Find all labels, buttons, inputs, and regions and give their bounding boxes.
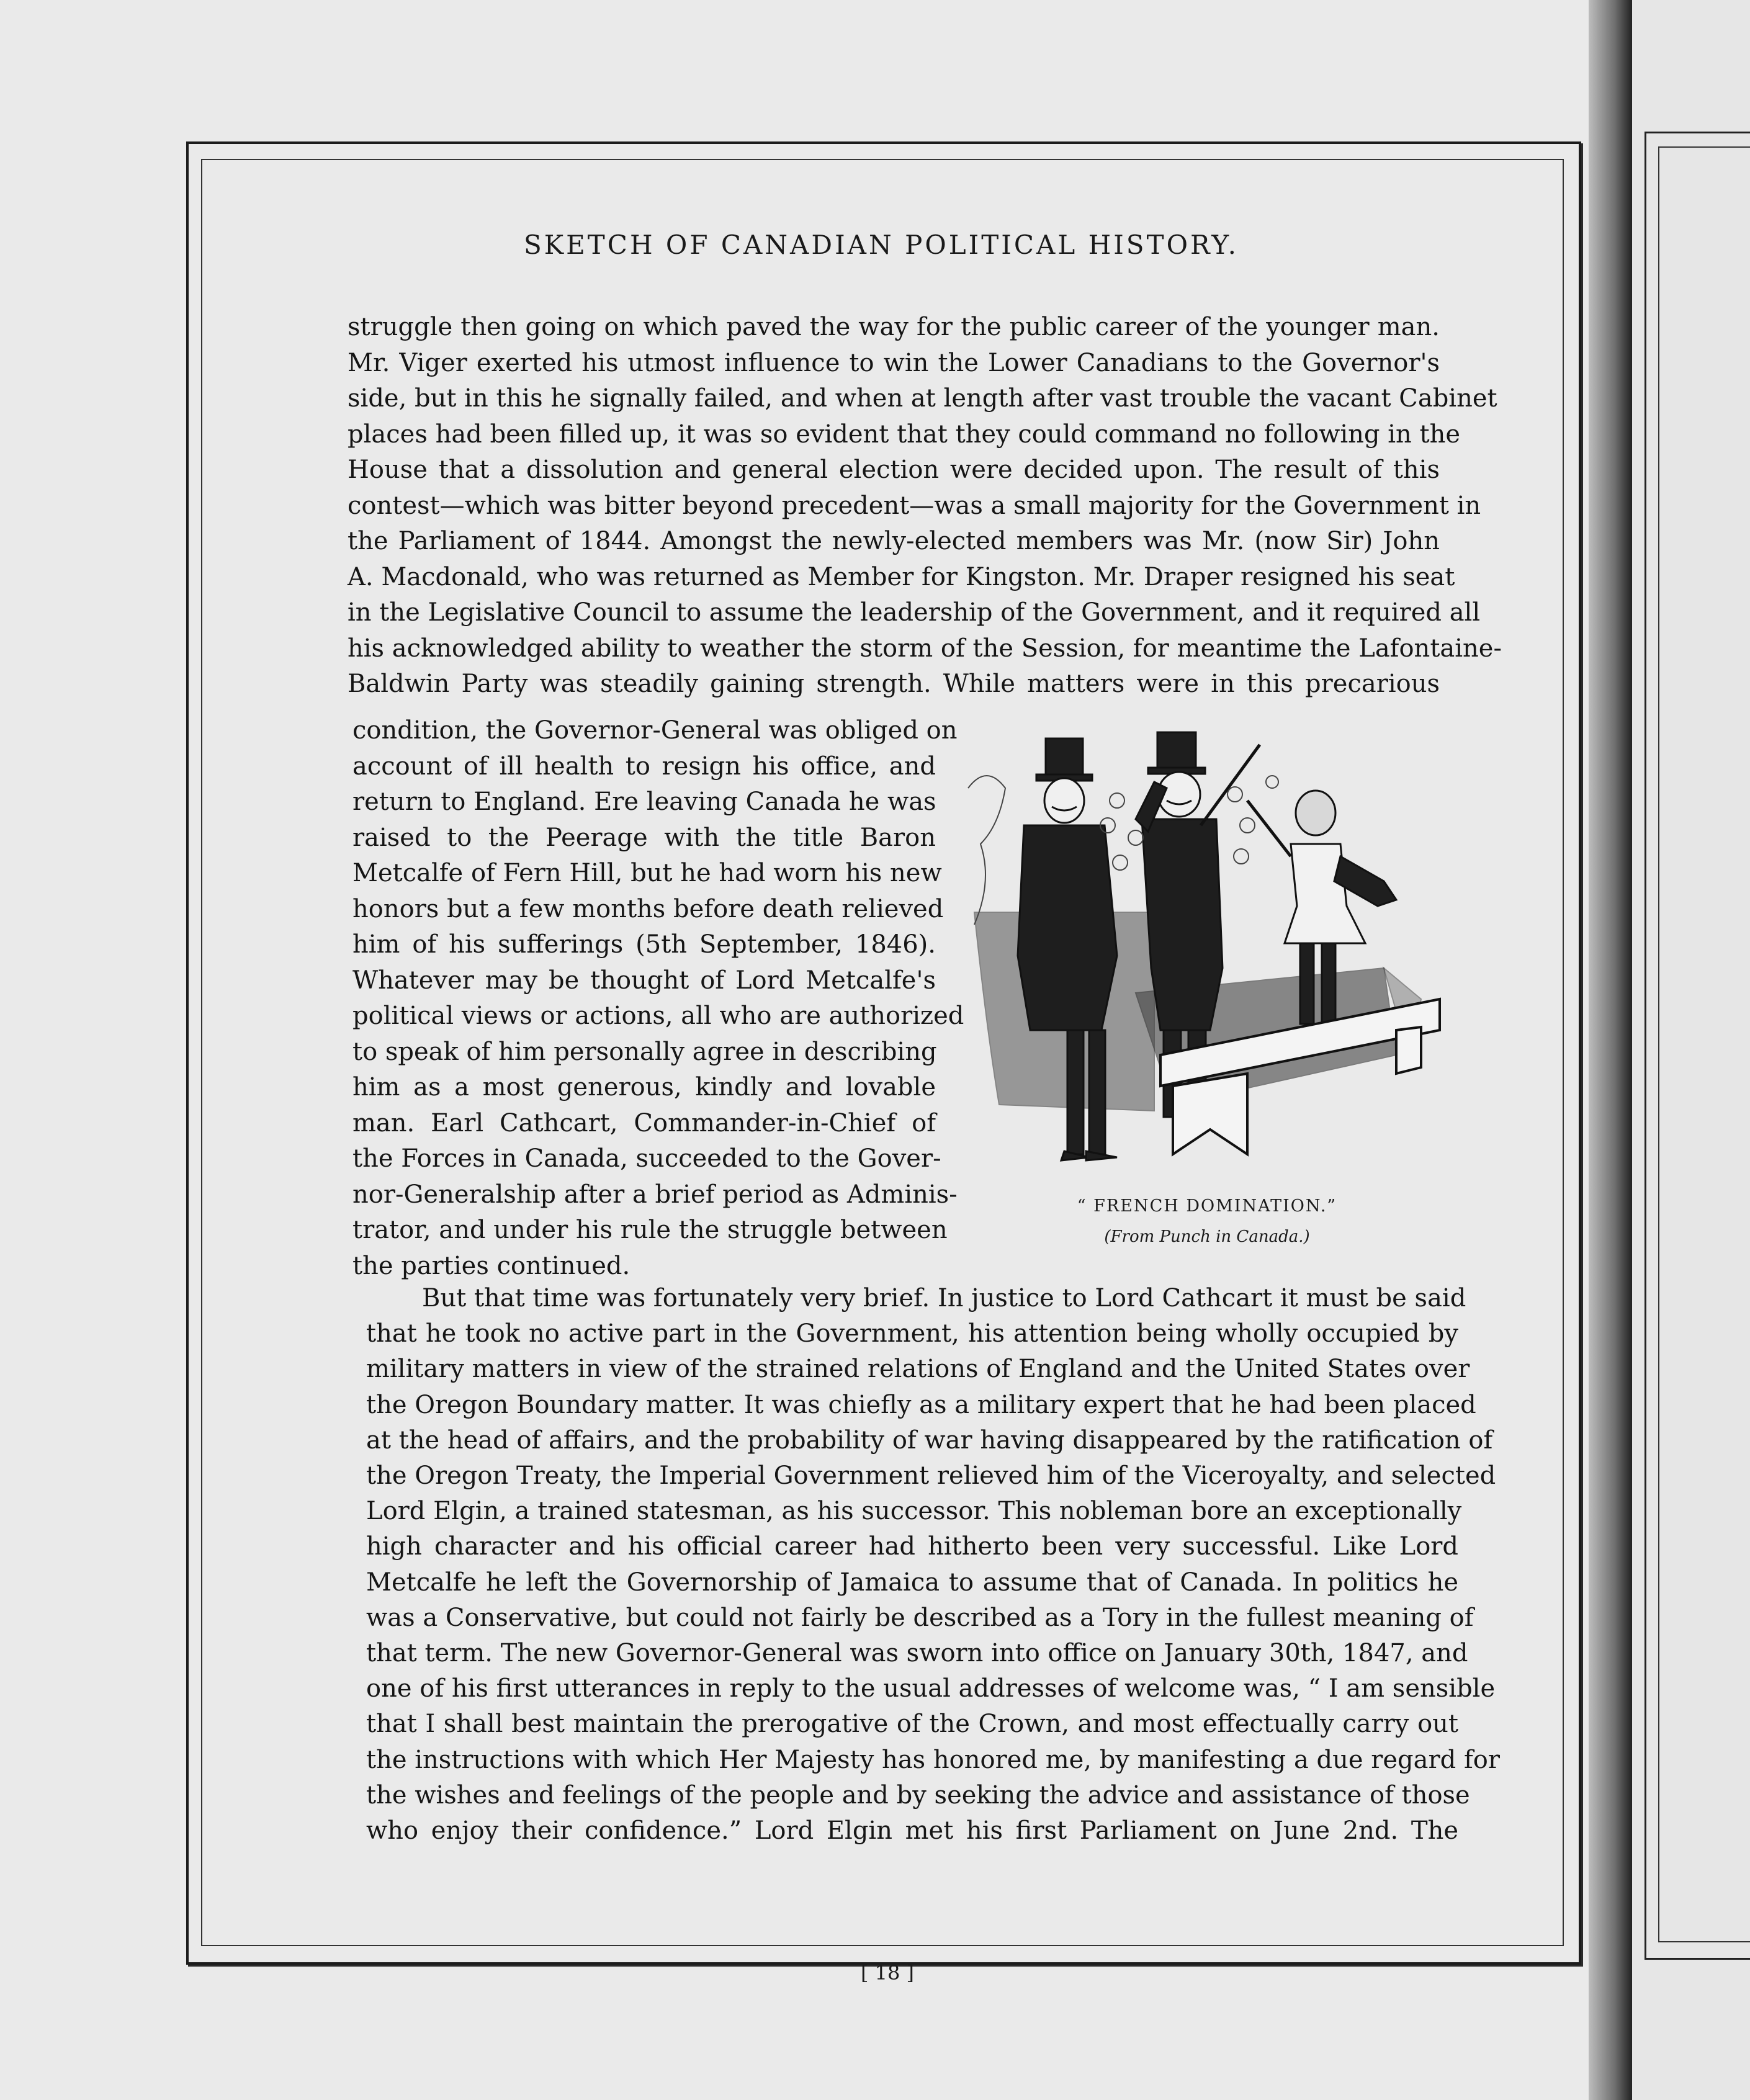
text-line: his acknowledged ability to weather the storm of the Session, for meantime the Lafontaine- bbox=[348, 634, 1502, 663]
text-line: military matters in view of the strained relations of England and the United States over bbox=[366, 1355, 1470, 1384]
text-line: the wishes and feelings of the people and by seeking the advice and assistance of those bbox=[366, 1780, 1470, 1810]
text-line: Whatever may be thought of Lord Metcalfe's bbox=[352, 966, 936, 995]
running-head: SKETCH OF CANADIAN POLITICAL HISTORY. bbox=[523, 230, 1239, 260]
text-line: that I shall best maintain the prerogative of the Crown, and most effectually carry out bbox=[366, 1710, 1458, 1739]
text-line: the Forces in Canada, succeeded to the Gover- bbox=[352, 1144, 941, 1173]
text-line: return to England. Ere leaving Canada he was bbox=[352, 787, 936, 816]
text-line: side, but in this he signally failed, and when at length after vast trouble the vacant Cabinet bbox=[348, 384, 1497, 413]
text-line: high character and his official career had hitherto been very successful. Like Lord bbox=[366, 1532, 1458, 1561]
figure-caption: “ FRENCH DOMINATION.” bbox=[1077, 1196, 1337, 1216]
text-line: honors but a few months before death relieved bbox=[352, 894, 944, 923]
text-line: contest—which was bitter beyond precedent—was a small majority for the Government in bbox=[348, 491, 1481, 520]
text-line: A. Macdonald, who was returned as Member for Kingston. Mr. Draper resigned his seat bbox=[348, 562, 1455, 591]
facing-page-fragment bbox=[1632, 0, 1750, 2100]
text-line: nor-Generalship after a brief period as Adminis- bbox=[352, 1180, 958, 1209]
text-line: places had been filled up, it was so evident that they could command no following in the bbox=[348, 420, 1461, 449]
text-line: was a Conservative, but could not fairly be described as a Tory in the fullest meaning of bbox=[366, 1603, 1474, 1632]
text-line: condition, the Governor-General was obliged on bbox=[352, 716, 958, 745]
text-line: account of ill health to resign his office, and bbox=[352, 752, 936, 781]
cartoon-illustration bbox=[949, 707, 1465, 1179]
text-line: Metcalfe he left the Governorship of Jamaica to assume that of Canada. In politics he bbox=[366, 1568, 1458, 1597]
text-line: to speak of him personally agree in describing bbox=[352, 1037, 937, 1066]
background-sketch bbox=[968, 776, 1278, 925]
text-line: man. Earl Cathcart, Commander-in-Chief of bbox=[352, 1108, 936, 1138]
text-line: Baldwin Party was steadily gaining strength. While matters were in this precarious bbox=[348, 670, 1440, 698]
text-line: the parties continued. bbox=[352, 1251, 630, 1280]
text-line: trator, and under his rule the struggle between bbox=[352, 1216, 948, 1244]
text-line: who enjoy their confidence.” Lord Elgin met his first Parliament on June 2nd. The bbox=[366, 1816, 1458, 1845]
facing-page-border-inner bbox=[1658, 146, 1750, 1942]
text-line: raised to the Peerage with the title Baron bbox=[352, 823, 936, 852]
text-line: the Parliament of 1844. Amongst the newly-elected members was Mr. (now Sir) John bbox=[348, 527, 1440, 555]
text-line: at the head of affairs, and the probability of war having disappeared by the ratification of bbox=[366, 1425, 1493, 1455]
text-line: in the Legislative Council to assume the leadership of the Government, and it required all bbox=[348, 598, 1481, 627]
text-line: the Oregon Boundary matter. It was chiefly as a military expert that he had been placed bbox=[366, 1390, 1476, 1419]
text-line: the Oregon Treaty, the Imperial Government relieved him of the Viceroyalty, and selected bbox=[366, 1461, 1496, 1490]
page-number: [ 18 ] bbox=[860, 1961, 915, 1985]
text-line: Mr. Viger exerted his utmost influence to win the Lower Canadians to the Governor's bbox=[348, 348, 1440, 377]
text-line: the instructions with which Her Majesty has honored me, by manifesting a due regard for bbox=[366, 1745, 1500, 1774]
text-line: struggle then going on which paved the way for the public career of the younger man. bbox=[348, 313, 1440, 341]
page-gutter bbox=[1589, 0, 1632, 2100]
text-line: But that time was fortunately very brief. In justice to Lord Cathcart it must be said bbox=[422, 1284, 1466, 1312]
text-line: Metcalfe of Fern Hill, but he had worn his new bbox=[352, 859, 942, 887]
text-line: that he took no active part in the Government, his attention being wholly occupied by bbox=[366, 1319, 1458, 1348]
text-line: House that a dissolution and general election were decided upon. The result of this bbox=[348, 455, 1440, 484]
figure-source: (From Punch in Canada.) bbox=[1104, 1227, 1310, 1246]
text-line: political views or actions, all who are authorized bbox=[352, 1002, 964, 1030]
text-line: one of his first utterances in reply to the usual addresses of welcome was, “ I am sensible bbox=[366, 1674, 1496, 1703]
text-line: him of his sufferings (5th September, 1846). bbox=[352, 930, 936, 959]
text-line: that term. The new Governor-General was sworn into office on January 30th, 1847, and bbox=[366, 1639, 1468, 1667]
text-line: Lord Elgin, a trained statesman, as his successor. This nobleman bore an exceptionally bbox=[366, 1497, 1462, 1526]
text-line: him as a most generous, kindly and lovable bbox=[352, 1073, 936, 1102]
